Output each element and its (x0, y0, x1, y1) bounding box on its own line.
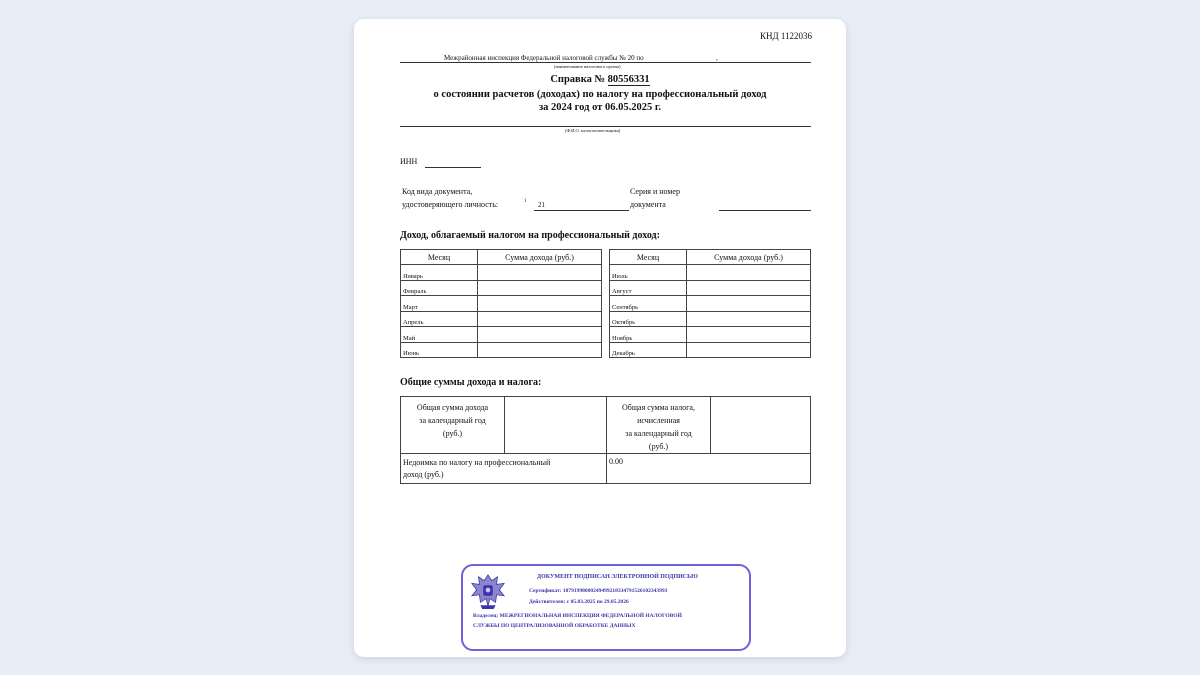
arrears-label-2: доход (руб.) (403, 470, 444, 479)
amount-cell (687, 280, 811, 296)
amount-cell (687, 265, 811, 281)
amount-cell (478, 311, 602, 327)
total-tax-label-4: (руб.) (648, 442, 669, 451)
arrears-label-cell (401, 454, 607, 484)
amount-cell (687, 311, 811, 327)
total-tax-label-2: исчисленная (637, 416, 680, 425)
income-section-title: Доход, облагаемый налогом на профессиональный доход: (400, 230, 660, 241)
inn-underline (425, 167, 481, 168)
fio-caption: (Ф.И.О. налогоплательщика) (565, 128, 621, 133)
stamp-certificate: Сертификат: 18791998000249499218334791526102343993 (529, 588, 668, 594)
doc-series-label-2: документа (630, 200, 666, 209)
month-cell: Август (610, 280, 687, 296)
table-header-row (401, 250, 602, 265)
amount-cell (687, 342, 811, 358)
stamp-owner-2: СЛУЖБЫ ПО ЦЕНТРАЛИЗОВАННОЙ ОБРАБОТКЕ ДАННЫХ (473, 623, 636, 629)
totals-section-title: Общие суммы дохода и налога: (400, 377, 542, 388)
doc-series-underline (719, 210, 811, 211)
total-tax-label-cell (607, 397, 711, 454)
month-cell: Май (401, 327, 478, 343)
inspection-caption: (наименование налогового органа) (554, 64, 621, 69)
col-month-header: Месяц (610, 250, 687, 265)
month-cell: Январь (401, 265, 478, 281)
total-tax-value-cell (711, 397, 811, 454)
stamp-owner-1: Владелец: МЕЖРЕГИОНАЛЬНАЯ ИНСПЕКЦИЯ ФЕДЕРАЛЬНОЙ НАЛОГОВОЙ (473, 613, 682, 619)
table-row (401, 311, 602, 327)
table-row (610, 296, 811, 312)
inspection-comma: , (716, 54, 718, 62)
arrears-label-1: Недоимка по налогу на профессиональный (403, 458, 551, 467)
table-row (610, 311, 811, 327)
total-income-label-3: (руб.) (442, 429, 463, 438)
knd-code: КНД 1122036 (759, 31, 812, 41)
month-cell: Февраль (401, 280, 478, 296)
doc-type-footnote: 1 (524, 199, 527, 204)
certificate-period: за 2024 год от 06.05.2025 г. (538, 102, 662, 113)
inn-label: ИНН (400, 157, 418, 166)
table-row (401, 327, 602, 343)
total-tax-label-1: Общая сумма налога, (622, 403, 695, 412)
col-amount-header: Сумма дохода (руб.) (478, 250, 602, 265)
table-row (610, 327, 811, 343)
doc-type-code: 21 (538, 201, 545, 209)
inspection-underline (400, 62, 811, 63)
table-row (401, 265, 602, 281)
electronic-signature-stamp (461, 564, 751, 651)
income-table-left (400, 249, 602, 358)
income-table-right (609, 249, 811, 358)
doc-type-underline (534, 210, 629, 211)
inspection-name: Межрайонная инспекция Федеральной налоговой службы № 20 по (444, 54, 644, 62)
total-income-value-cell (505, 397, 607, 454)
amount-cell (478, 327, 602, 343)
month-cell: Сентябрь (610, 296, 687, 312)
fio-underline (400, 126, 811, 127)
amount-cell (687, 296, 811, 312)
table-row (401, 342, 602, 358)
stamp-valid: Действителен: с 05.03.2025 по 29.05.2026 (529, 599, 629, 605)
table-row (401, 280, 602, 296)
amount-cell (687, 327, 811, 343)
doc-type-label-1: Код вида документа, (402, 187, 473, 196)
month-cell: Июль (610, 265, 687, 281)
emblem-icon (469, 571, 507, 611)
col-month-header: Месяц (401, 250, 478, 265)
table-header-row (610, 250, 811, 265)
document-page (354, 19, 846, 657)
total-income-label-1: Общая сумма дохода (416, 403, 489, 412)
month-cell: Декабрь (610, 342, 687, 358)
doc-series-label-1: Серия и номер (630, 187, 680, 196)
totals-table (400, 396, 811, 484)
certificate-title (354, 74, 846, 85)
month-cell: Март (401, 296, 478, 312)
table-row (401, 454, 811, 484)
month-cell: Апрель (401, 311, 478, 327)
table-row (610, 280, 811, 296)
month-cell: Ноябрь (610, 327, 687, 343)
amount-cell (478, 296, 602, 312)
amount-cell (478, 265, 602, 281)
amount-cell (478, 280, 602, 296)
arrears-value: 0.00 (607, 454, 811, 484)
table-row (610, 342, 811, 358)
month-cell: Июнь (401, 342, 478, 358)
stamp-heading: ДОКУМЕНТ ПОДПИСАН ЭЛЕКТРОННОЙ ПОДПИСЬЮ (537, 574, 698, 580)
month-cell: Октябрь (610, 311, 687, 327)
certificate-number: 80556331 (607, 74, 650, 85)
table-row (401, 296, 602, 312)
total-income-label-cell (401, 397, 505, 454)
total-tax-label-3: за календарный год (625, 429, 692, 438)
amount-cell (478, 342, 602, 358)
title-prefix: Справка № (550, 74, 606, 85)
col-amount-header: Сумма дохода (руб.) (687, 250, 811, 265)
total-income-label-2: за календарный год (419, 416, 486, 425)
certificate-subtitle: о состоянии расчетов (доходах) по налогу на профессиональный доход (433, 89, 767, 100)
table-row (401, 397, 811, 454)
doc-type-label-2: удостоверяющего личность: (402, 200, 499, 209)
table-row (610, 265, 811, 281)
